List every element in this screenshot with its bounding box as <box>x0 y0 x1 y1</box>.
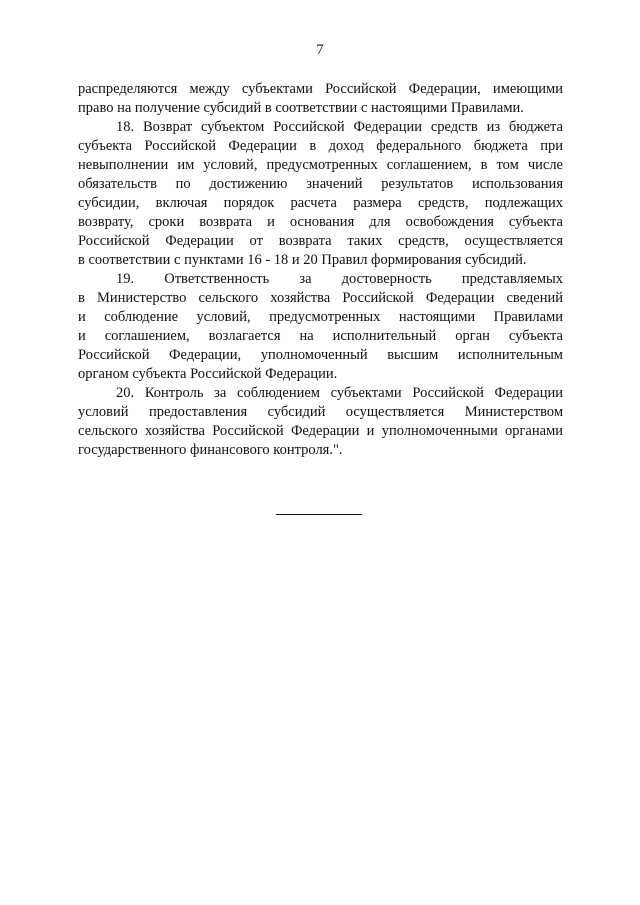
text-line: обязательств по достижению значений результатов использования <box>78 176 563 192</box>
text-line: условий предоставления субсидий осуществляется Министерством <box>78 404 563 420</box>
text-line: в соответствии с пунктами 16 - 18 и 20 Правил формирования субсидий. <box>78 252 527 268</box>
paragraph-18-first-line: 18. Возврат субъектом Российской Федерации средств из бюджета <box>116 119 563 135</box>
page-number: 7 <box>316 42 324 58</box>
text-line: субсидии, включая порядок расчета размера средств, подлежащих <box>78 195 563 211</box>
text-line: распределяются между субъектами Российской Федерации, имеющими <box>78 81 563 97</box>
text-line: государственного финансового контроля.". <box>78 442 343 458</box>
text-line: возврату, сроки возврата и основания для освобождения субъекта <box>78 214 563 230</box>
text-line: в Министерство сельского хозяйства Российской Федерации сведений <box>78 290 563 306</box>
text-line: сельского хозяйства Российской Федерации и уполномоченными органами <box>78 423 563 439</box>
text-line: и соглашением, возлагается на исполнительный орган субъекта <box>78 328 563 344</box>
text-line: Российской Федерации, уполномоченный высшим исполнительным <box>78 347 563 363</box>
text-line: Российской Федерации от возврата таких средств, осуществляется <box>78 233 563 249</box>
paragraph-20-first-line: 20. Контроль за соблюдением субъектами Российской Федерации <box>116 385 563 401</box>
text-line: субъекта Российской Федерации в доход федерального бюджета при <box>78 138 563 154</box>
text-line: органом субъекта Российской Федерации. <box>78 366 338 382</box>
end-separator-line <box>276 514 362 515</box>
text-line: и соблюдение условий, предусмотренных настоящими Правилами <box>78 309 563 325</box>
text-line: невыполнении им условий, предусмотренных соглашением, в том числе <box>78 157 563 173</box>
text-line: право на получение субсидий в соответствии с настоящими Правилами. <box>78 100 524 116</box>
paragraph-19-first-line: 19. Ответственность за достоверность представляемых <box>116 271 563 287</box>
